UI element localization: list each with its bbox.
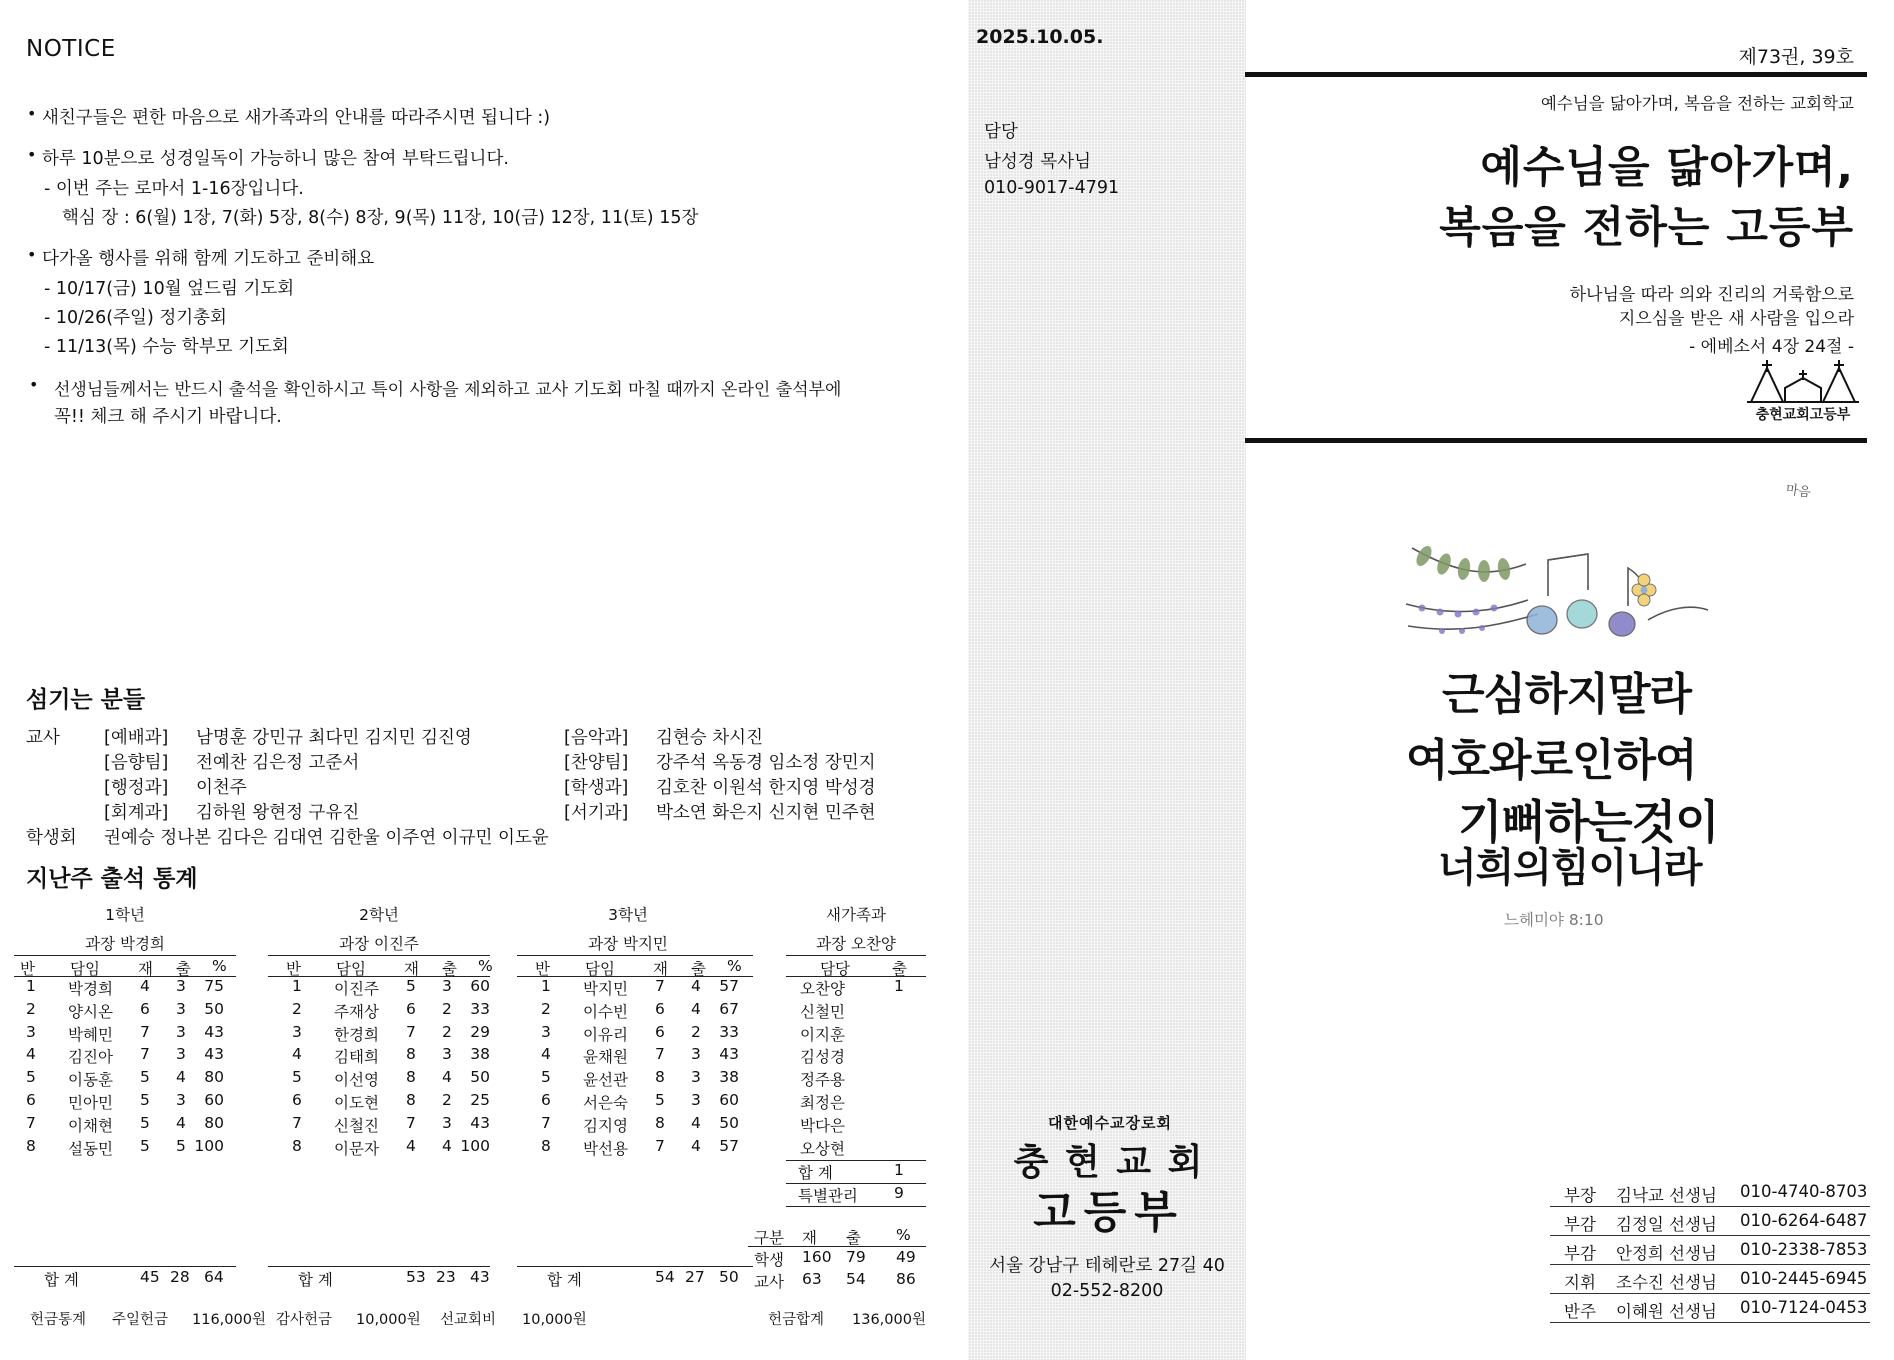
staff-phone: 010-6264-6487 [1740, 1211, 1868, 1230]
notice-subline: - 10/26(주일) 정기총회 [44, 308, 227, 328]
row-teacher: 설동민 [68, 1139, 113, 1158]
dept-label: [예배과] [104, 728, 169, 748]
newfamily-teacher: 박다은 [800, 1116, 845, 1135]
row-pct: 100 [460, 1136, 490, 1155]
teacher-label: 교사 [26, 728, 60, 748]
row-present: 4 [176, 1113, 186, 1132]
row-ban: 5 [292, 1068, 302, 1087]
row-ban: 6 [292, 1091, 302, 1109]
tagline: 예수님을 닮아가며, 복음을 전하는 교회학교 [1540, 94, 1854, 113]
staff-name: 조수진 선생님 [1616, 1273, 1717, 1292]
notice-line: 선생님들께서는 반드시 출석을 확인하시고 특이 사항을 제외하고 교사 기도회 마칠 때까지 온라인 출석부에 [54, 380, 842, 400]
row-enrolled: 7 [655, 977, 665, 995]
row-enrolled: 7 [140, 1045, 150, 1064]
total-pct: 43 [470, 1268, 490, 1286]
newfamily-title: 새가족과 [826, 906, 886, 924]
row-pct: 50 [204, 999, 224, 1018]
row-present: 3 [176, 1091, 186, 1109]
dept-names: 김하원 왕현정 구유진 [196, 803, 360, 823]
calligraphy-line4: 너희의힘이니라 [1438, 844, 1702, 891]
notice-subline: 핵심 장 : 6(월) 1장, 7(화) 5장, 8(수) 8장, 9(목) 11장, 10(금) 12장, 11(토) 15장 [62, 208, 699, 228]
attendance-title: 지난주 출석 통계 [26, 866, 198, 892]
dept-names: 김호찬 이원석 한지영 박성경 [656, 778, 876, 798]
newfamily-teacher: 신철민 [800, 1002, 845, 1021]
cash-label: 헌금통계 [30, 1312, 87, 1328]
row-ban: 1 [541, 977, 551, 995]
special-label: 특별관리 [798, 1187, 858, 1205]
row-present: 3 [442, 1045, 452, 1064]
row-present: 3 [442, 977, 452, 995]
dept-names: 이천주 [196, 778, 247, 798]
row-teacher: 김지영 [583, 1116, 628, 1135]
row-enrolled: 7 [406, 1113, 416, 1132]
row-enrolled: 7 [655, 1045, 665, 1064]
row-teacher: 이선영 [334, 1071, 379, 1090]
row-ban: 7 [292, 1113, 302, 1132]
table-header-ban: 반 [535, 960, 550, 978]
staff-row [1550, 1265, 1870, 1294]
row-pct: 43 [204, 1022, 224, 1041]
row-ban: 6 [541, 1091, 551, 1109]
grade-leader: 과장 이진주 [339, 935, 419, 953]
row-teacher: 이도현 [334, 1094, 379, 1112]
row-teacher: 이수빈 [583, 1002, 628, 1021]
row-teacher: 이진주 [334, 980, 379, 998]
table-header-pct: % [727, 957, 742, 975]
bulletin-date: 2025.10.05. [976, 26, 1104, 48]
row-enrolled: 5 [140, 1136, 150, 1155]
newfamily-teacher: 오찬양 [800, 980, 845, 998]
summary-header: 재 [802, 1229, 817, 1247]
total-pct: 50 [719, 1268, 739, 1286]
row-teacher: 신철진 [334, 1116, 379, 1135]
dept-label: [찬양팀] [564, 753, 629, 773]
special-count: 9 [894, 1184, 904, 1202]
summary-cell: 160 [802, 1248, 832, 1266]
row-ban: 5 [26, 1068, 36, 1087]
summary-cell: 학생 [754, 1251, 784, 1269]
dept-label: [음향팀] [104, 753, 169, 773]
bullet: • [29, 375, 39, 394]
row-ban: 3 [292, 1022, 302, 1041]
row-pct: 50 [719, 1113, 739, 1132]
row-pct: 67 [719, 999, 739, 1018]
newfamily-leader: 과장 오찬양 [816, 935, 896, 953]
table-header-enrolled: 재 [653, 960, 668, 978]
row-enrolled: 6 [655, 999, 665, 1018]
church-logo-icon [1745, 358, 1861, 406]
bottom-rule [1245, 438, 1867, 443]
grade-title: 1학년 [105, 906, 145, 924]
row-teacher: 박혜민 [68, 1025, 113, 1044]
seal-church: 충 현 교 회 [1013, 1141, 1205, 1183]
cash-sum-value: 136,000원 [852, 1312, 926, 1328]
grade-leader: 과장 박지민 [588, 935, 668, 953]
row-enrolled: 6 [406, 999, 416, 1018]
church-phone: 02-552-8200 [1050, 1281, 1164, 1301]
notice-line: • 하루 10분으로 성경일독이 가능하니 많은 참여 부탁드립니다. [42, 145, 509, 170]
row-enrolled: 7 [406, 1022, 416, 1041]
summary-cell: 86 [896, 1270, 916, 1288]
row-ban: 6 [26, 1091, 36, 1109]
row-enrolled: 8 [406, 1068, 416, 1087]
row-teacher: 이채현 [68, 1116, 113, 1135]
summary-rule [748, 1246, 926, 1247]
summary-header: 구분 [754, 1229, 784, 1247]
row-present: 4 [691, 1136, 701, 1155]
staff-phone: 010-2338-7853 [1740, 1240, 1868, 1259]
row-present: 3 [176, 977, 186, 995]
row-ban: 8 [292, 1136, 302, 1155]
notice-line: • 다가올 행사를 위해 함께 기도하고 준비해요 [42, 245, 374, 270]
row-pct: 33 [719, 1022, 739, 1041]
staff-name: 안정희 선생님 [1616, 1244, 1717, 1263]
grade-leader: 과장 박경희 [85, 935, 165, 953]
row-enrolled: 6 [655, 1022, 665, 1041]
row-present: 2 [442, 1091, 452, 1109]
staff-name: 김정일 선생님 [1616, 1215, 1717, 1234]
row-pct: 38 [719, 1068, 739, 1087]
cover-title-line1: 예수님을 닮아가며, [1480, 143, 1854, 193]
cash-thanks-label: 감사헌금 [276, 1312, 333, 1328]
verse-reference: - 에베소서 4장 24절 - [1689, 337, 1854, 357]
header-rule [14, 955, 236, 956]
row-pct: 43 [470, 1113, 490, 1132]
seal-denomination: 대한예수교장로회 [1048, 1114, 1172, 1132]
student-label: 학생회 [26, 828, 77, 848]
row-teacher: 이문자 [334, 1139, 379, 1158]
row-pct: 57 [719, 1136, 739, 1155]
seal-dept: 고등부 [1033, 1187, 1185, 1238]
staff-row [1550, 1294, 1870, 1323]
cash-mission-label: 선교회비 [440, 1312, 497, 1328]
row-ban: 7 [541, 1113, 551, 1132]
notice-line: • 새친구들은 편한 마음으로 새가족과의 안내를 따라주시면 됩니다 :) [42, 104, 550, 129]
staff-role: 부감 [1564, 1215, 1596, 1234]
row-present: 3 [442, 1113, 452, 1132]
table-header-teacher: 담임 [70, 960, 100, 978]
staff-role: 부감 [1564, 1244, 1596, 1263]
total-enrolled: 54 [655, 1268, 675, 1286]
total-rule [517, 1266, 753, 1267]
row-present: 4 [442, 1136, 452, 1155]
pastor-phone: 010-9017-4791 [984, 178, 1120, 198]
total-rule [14, 1266, 236, 1267]
row-enrolled: 8 [406, 1045, 416, 1064]
row-present: 4 [176, 1068, 186, 1087]
row-teacher: 윤채원 [583, 1048, 628, 1067]
row-enrolled: 5 [140, 1068, 150, 1087]
total-present: 23 [436, 1268, 456, 1286]
total-rule [268, 1266, 490, 1267]
row-teacher: 박지민 [583, 980, 628, 998]
middle-panel [968, 0, 1246, 1360]
row-teacher: 한경희 [334, 1025, 379, 1044]
dept-label: [회계과] [104, 803, 169, 823]
row-enrolled: 5 [140, 1113, 150, 1132]
table-header-pct: % [212, 957, 227, 975]
row-pct: 80 [204, 1068, 224, 1087]
row-ban: 3 [541, 1022, 551, 1041]
row-present: 4 [442, 1068, 452, 1087]
total-rule [786, 1206, 926, 1207]
staff-role: 지휘 [1564, 1273, 1596, 1292]
row-present: 4 [691, 1113, 701, 1132]
table-header-teacher: 담임 [585, 960, 615, 978]
row-pct: 60 [204, 1091, 224, 1109]
row-ban: 7 [26, 1113, 36, 1132]
summary-cell: 49 [896, 1248, 916, 1266]
calligraphy-line1: 근심하지말라 [1442, 669, 1692, 720]
row-ban: 4 [292, 1045, 302, 1064]
staff-phone: 010-4740-8703 [1740, 1182, 1868, 1201]
music-notes-illustration-icon [1398, 534, 1712, 652]
row-pct: 100 [194, 1136, 224, 1155]
grade-title: 2학년 [359, 906, 399, 924]
row-ban: 4 [541, 1045, 551, 1064]
row-teacher: 박경희 [68, 980, 113, 998]
row-teacher: 양시온 [68, 1002, 113, 1021]
dept-label: [행정과] [104, 778, 169, 798]
row-enrolled: 5 [655, 1091, 665, 1109]
total-pct: 64 [204, 1268, 224, 1286]
dept-names: 강주석 옥동경 임소정 장민지 [656, 753, 876, 773]
summary-header: 출 [846, 1229, 861, 1247]
table-header-enrolled: 재 [404, 960, 419, 978]
total-enrolled: 45 [140, 1268, 160, 1286]
row-ban: 2 [541, 999, 551, 1018]
row-pct: 43 [204, 1045, 224, 1064]
calligraphy-reference: 느헤미야 8:10 [1504, 911, 1604, 929]
row-present: 5 [176, 1136, 186, 1155]
row-enrolled: 7 [140, 1022, 150, 1041]
table-header-present: 출 [442, 960, 457, 978]
row-pct: 43 [719, 1045, 739, 1064]
dept-label: [서기과] [564, 803, 629, 823]
staff-phone: 010-2445-6945 [1740, 1269, 1868, 1288]
row-enrolled: 8 [655, 1113, 665, 1132]
newfamily-total: 1 [894, 1161, 904, 1179]
row-pct: 25 [470, 1091, 490, 1109]
cover-title-line2: 복음을 전하는 고등부 [1439, 203, 1854, 253]
total-enrolled: 53 [406, 1268, 426, 1286]
row-present: 4 [691, 977, 701, 995]
header-rule [517, 955, 753, 956]
cash-thanks-value: 10,000원 [356, 1312, 421, 1328]
row-present: 2 [691, 1022, 701, 1041]
newfamily-teacher: 오상현 [800, 1139, 845, 1158]
art-mark: 마음 [1784, 482, 1812, 501]
dept-names: 박소연 화은지 신지현 민주현 [656, 803, 876, 823]
row-present: 3 [691, 1068, 701, 1087]
table-header-teacher: 담임 [336, 960, 366, 978]
summary-cell: 교사 [754, 1273, 784, 1291]
issue-number: 제73권, 39호 [1738, 46, 1854, 68]
staff-row [1550, 1207, 1870, 1236]
row-ban: 4 [26, 1045, 36, 1064]
newfamily-present: 1 [894, 977, 904, 995]
staff-name: 이혜원 선생님 [1616, 1302, 1717, 1321]
header-rule [268, 955, 490, 956]
verse-line2: 지으심을 받은 새 사람을 입으라 [1618, 309, 1854, 329]
verse-line1: 하나님을 따라 의와 진리의 거룩함으로 [1569, 285, 1854, 305]
cash-sunday-label: 주일헌금 [112, 1312, 169, 1328]
summary-cell: 54 [846, 1270, 866, 1288]
table-header-present: 출 [691, 960, 706, 978]
row-enrolled: 8 [655, 1068, 665, 1087]
staff-row [1550, 1178, 1870, 1207]
newfamily-teacher: 정주용 [800, 1071, 845, 1090]
church-address: 서울 강남구 테헤란로 27길 40 [989, 1256, 1225, 1276]
total-label: 합 계 [44, 1271, 79, 1289]
newfamily-teacher: 이지훈 [800, 1025, 845, 1044]
row-teacher: 이유리 [583, 1025, 628, 1044]
row-enrolled: 8 [406, 1091, 416, 1109]
notice-subline: - 10/17(금) 10월 엎드림 기도회 [44, 279, 295, 299]
notice-subline: - 11/13(목) 수능 학부모 기도회 [44, 337, 289, 357]
row-present: 3 [691, 1091, 701, 1109]
row-ban: 2 [292, 999, 302, 1018]
row-pct: 80 [204, 1113, 224, 1132]
staff-role: 반주 [1564, 1302, 1596, 1321]
table-header-ban: 반 [20, 960, 35, 978]
row-teacher: 서은숙 [583, 1094, 628, 1112]
serve-title: 섬기는 분들 [26, 687, 146, 713]
table-header-pct: % [478, 957, 493, 975]
row-teacher: 박선용 [583, 1139, 628, 1158]
row-pct: 38 [470, 1045, 490, 1064]
row-present: 3 [176, 999, 186, 1018]
dept-names: 김현승 차시진 [656, 728, 763, 748]
cash-sunday-value: 116,000원 [192, 1312, 266, 1328]
staff-phone: 010-7124-0453 [1740, 1298, 1868, 1317]
row-enrolled: 4 [140, 977, 150, 995]
row-ban: 1 [292, 977, 302, 995]
row-teacher: 김태희 [334, 1048, 379, 1067]
calligraphy-line3: 기뻐하는것이 [1458, 795, 1719, 849]
row-ban: 8 [26, 1136, 36, 1155]
table-header-enrolled: 재 [138, 960, 153, 978]
total-present: 27 [685, 1268, 705, 1286]
row-enrolled: 5 [140, 1091, 150, 1109]
total-present: 28 [170, 1268, 190, 1286]
dept-names: 남명훈 강민규 최다민 김지민 김진영 [196, 728, 472, 748]
row-enrolled: 5 [406, 977, 416, 995]
summary-cell: 63 [802, 1270, 822, 1288]
row-present: 2 [442, 1022, 452, 1041]
student-names: 권예승 정나본 김다은 김대연 김한울 이주연 이규민 이도윤 [104, 828, 549, 848]
calligraphy-line2: 여호와로인하여 [1406, 735, 1697, 786]
cash-sum-label: 헌금합계 [768, 1312, 825, 1328]
notice-title: NOTICE [26, 36, 116, 62]
row-pct: 60 [470, 977, 490, 995]
row-present: 3 [691, 1045, 701, 1064]
row-present: 3 [176, 1045, 186, 1064]
row-teacher: 민아민 [68, 1094, 113, 1112]
pastor-name: 남성경 목사님 [984, 152, 1091, 172]
row-teacher: 윤선관 [583, 1071, 628, 1090]
row-present: 3 [176, 1022, 186, 1041]
notice-subline: 꼭!! 체크 해 주시기 바랍니다. [54, 407, 282, 427]
staff-role: 부장 [1564, 1186, 1596, 1205]
row-enrolled: 6 [140, 999, 150, 1018]
table-header-present: 출 [176, 960, 191, 978]
staff-name: 김낙교 선생님 [1616, 1186, 1717, 1205]
row-ban: 2 [26, 999, 36, 1018]
row-present: 4 [691, 999, 701, 1018]
row-teacher: 주재상 [334, 1002, 379, 1021]
row-pct: 75 [204, 977, 224, 995]
row-teacher: 김진아 [68, 1048, 113, 1067]
total-label: 합 계 [298, 1271, 333, 1289]
charge-label: 담당 [984, 122, 1018, 142]
grade-title: 3학년 [608, 906, 648, 924]
top-rule [1245, 72, 1867, 77]
church-logo-text: 충현교회고등부 [1755, 407, 1851, 423]
row-teacher: 이동훈 [68, 1071, 113, 1090]
row-pct: 50 [470, 1068, 490, 1087]
table-header-present: 출 [892, 960, 907, 978]
cash-mission-value: 10,000원 [522, 1312, 587, 1328]
header-rule [786, 955, 926, 956]
row-present: 2 [442, 999, 452, 1018]
dept-label: [학생과] [564, 778, 629, 798]
row-enrolled: 7 [655, 1136, 665, 1155]
dept-label: [음악과] [564, 728, 629, 748]
newfamily-teacher: 최정은 [800, 1094, 845, 1112]
row-enrolled: 4 [406, 1136, 416, 1155]
row-ban: 1 [26, 977, 36, 995]
row-pct: 33 [470, 999, 490, 1018]
staff-row [1550, 1236, 1870, 1265]
dept-names: 전예찬 김은정 고준서 [196, 753, 360, 773]
row-ban: 5 [541, 1068, 551, 1087]
newfamily-teacher: 김성경 [800, 1048, 845, 1067]
row-ban: 3 [26, 1022, 36, 1041]
row-pct: 57 [719, 977, 739, 995]
total-label: 합 계 [547, 1271, 582, 1289]
newfamily-total-label: 합 계 [798, 1164, 833, 1182]
table-header-teacher: 담당 [820, 960, 850, 978]
summary-cell: 79 [846, 1248, 866, 1266]
notice-subline: - 이번 주는 로마서 1-16장입니다. [44, 179, 304, 199]
row-ban: 8 [541, 1136, 551, 1155]
row-pct: 29 [470, 1022, 490, 1041]
row-pct: 60 [719, 1091, 739, 1109]
summary-header: % [896, 1226, 911, 1244]
table-header-ban: 반 [286, 960, 301, 978]
